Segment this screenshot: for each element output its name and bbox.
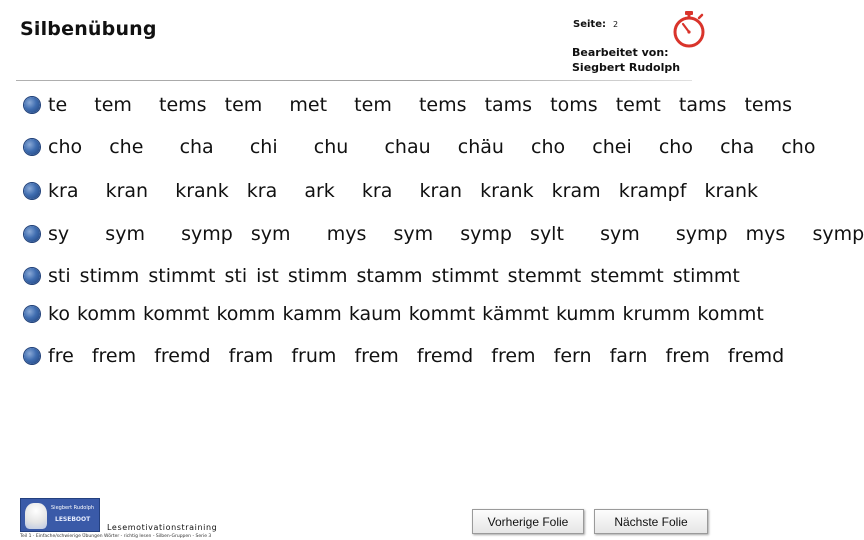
bullet-icon xyxy=(24,268,40,284)
publisher-logo xyxy=(20,498,100,532)
exercise-row xyxy=(24,341,784,371)
bullet-icon xyxy=(24,183,40,199)
footer-tagline: Lesemotivationstraining xyxy=(107,523,218,532)
syllable-line: sy sym symp sym mys sym symp sylt sym symp mys symp xyxy=(48,223,864,245)
editor-label: Bearbeitet von: xyxy=(572,46,669,59)
bullet-icon xyxy=(24,97,40,113)
syllable-line: kra kran krank kra ark kra kran krank kram krampf krank xyxy=(48,180,759,202)
header-divider xyxy=(16,80,692,81)
page-title: Silbenübung xyxy=(20,18,157,40)
exercise-row xyxy=(24,299,764,329)
footer-small-print: Teil 1 · Einfache/schwierige Übungen Wörter - richtig lesen - Silben-Gruppen - Serie 3 xyxy=(20,534,212,539)
bullet-icon xyxy=(24,306,40,322)
editor-name: Siegbert Rudolph xyxy=(572,61,681,74)
bullet-icon xyxy=(24,139,40,155)
logo-text-bottom: LESEBOOT xyxy=(55,516,91,523)
syllable-line: ko komm kommt komm kamm kaum kommt kämmt kumm krumm kommt xyxy=(48,303,764,325)
bullet-icon xyxy=(24,226,40,242)
logo-figure xyxy=(25,503,47,529)
syllable-line: te tem tems tem met tem tems tams toms temt tams tems xyxy=(48,94,793,116)
previous-slide-button[interactable]: Vorherige Folie xyxy=(472,509,584,534)
syllable-line: cho che cha chi chu chau chäu cho chei cho cha cho xyxy=(48,136,816,158)
page-label: Seite: xyxy=(573,19,606,30)
stopwatch-icon xyxy=(672,10,706,48)
next-slide-button[interactable]: Nächste Folie xyxy=(594,509,708,534)
exercise-row xyxy=(24,90,792,120)
exercise-row xyxy=(24,219,864,249)
logo-text-top: Siegbert Rudolph xyxy=(51,505,95,511)
bullet-icon xyxy=(24,348,40,364)
exercise-row xyxy=(24,261,740,291)
page-number: 2 xyxy=(613,20,619,29)
exercise-row xyxy=(24,176,758,206)
exercise-row xyxy=(24,132,815,162)
syllable-line: fre frem fremd fram frum frem fremd frem fern farn frem fremd xyxy=(48,345,785,367)
syllable-line: sti stimm stimmt sti ist stimm stamm stimmt stemmt stemmt stimmt xyxy=(48,265,740,287)
